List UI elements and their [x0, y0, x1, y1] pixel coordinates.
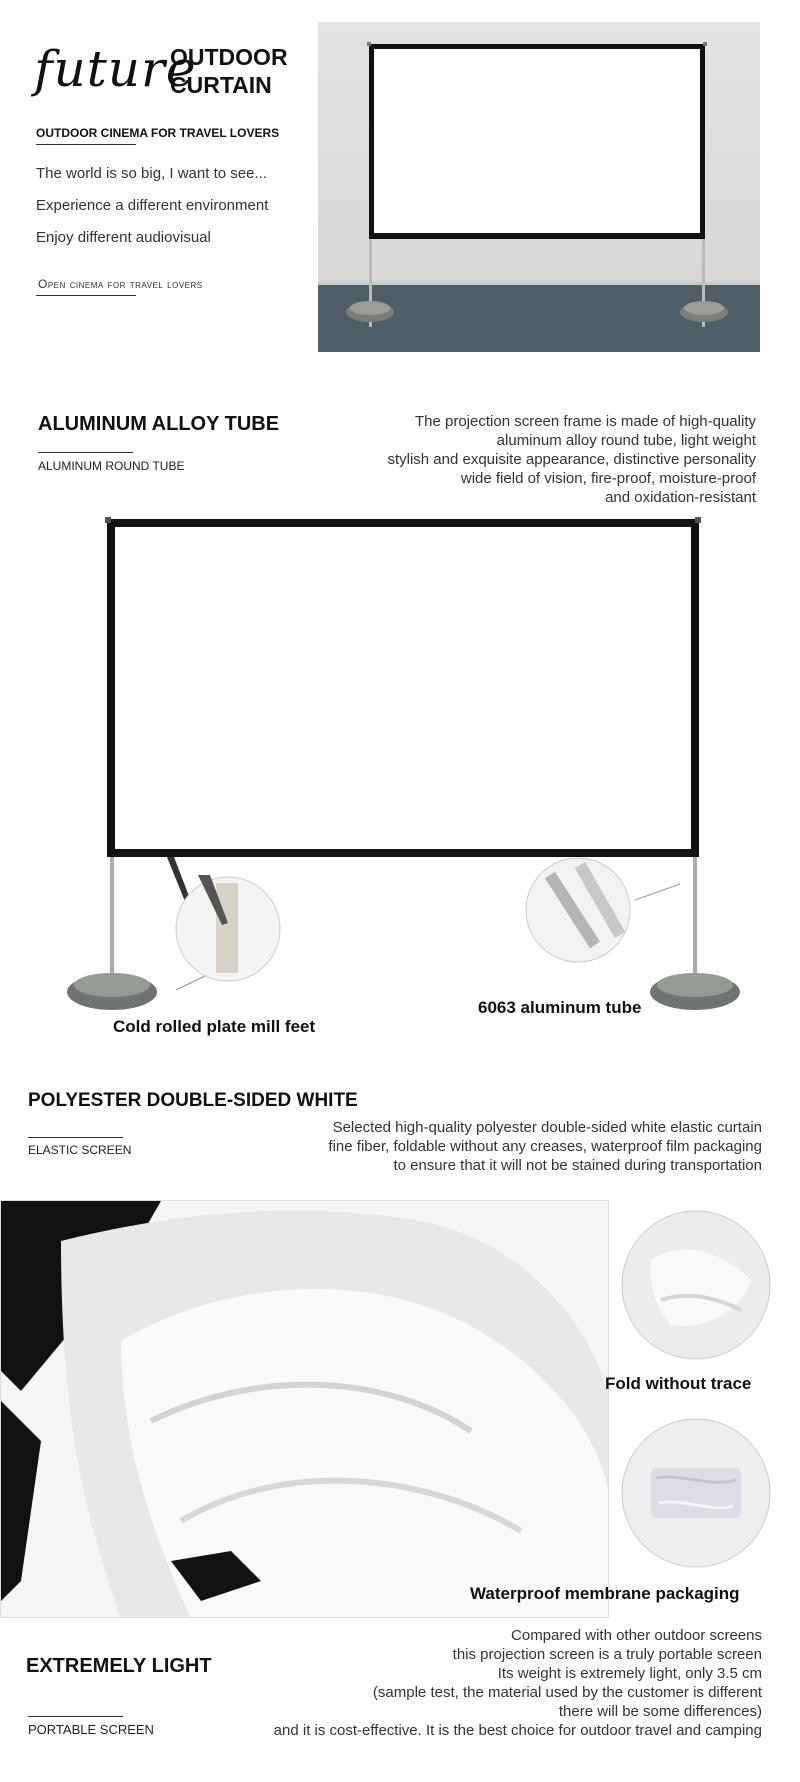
caption-fold: Fold without trace [605, 1374, 752, 1393]
polyester-desc-line: fine fiber, foldable without any creases, waterproof film packaging [328, 1138, 762, 1155]
hero-subtitle-rule [36, 144, 136, 145]
polyester-heading: POLYESTER DOUBLE-SIDED WHITE [28, 1090, 358, 1111]
hero-tagline-rule [36, 295, 136, 296]
caption-feet: Cold rolled plate mill feet [113, 1017, 316, 1036]
light-description [102, 1626, 762, 1740]
light-desc-line: (sample test, the material used by the customer is different [372, 1684, 762, 1701]
aluminum-desc-line: wide field of vision, fire-proof, moisture-proof [460, 470, 756, 487]
aluminum-heading: ALUMINUM ALLOY TUBE [38, 413, 280, 435]
aluminum-rule [38, 452, 133, 453]
hero-line-1: The world is so big, I want to see... [36, 165, 267, 182]
hero-line-3: Enjoy different audiovisual [36, 229, 211, 246]
light-desc-line: and it is cost-effective. It is the best choice for outdoor travel and camping [273, 1722, 762, 1739]
brand-script-word: future [34, 40, 197, 98]
light-desc-line: Its weight is extremely light, only 3.5 cm [497, 1665, 762, 1682]
aluminum-product-image [50, 515, 750, 1015]
aluminum-desc-line: stylish and exquisite appearance, distinctive personality [387, 451, 756, 468]
fabric-image [0, 1200, 609, 1618]
light-desc-line: Compared with other outdoor screens [511, 1627, 762, 1644]
hero-title-line1: OUTDOOR [170, 44, 288, 70]
hero-product-image [318, 22, 760, 352]
caption-packaging: Waterproof membrane packaging [470, 1584, 740, 1603]
hero-tagline: Open cinema for travel lovers [38, 277, 203, 291]
aluminum-desc-line: and oxidation-resistant [605, 489, 756, 506]
aluminum-desc-line: aluminum alloy round tube, light weight [496, 432, 756, 449]
hero-line-2: Experience a different environment [36, 197, 269, 214]
polyester-desc-line: Selected high-quality polyester double-sided white elastic curtain [332, 1119, 762, 1136]
polyester-subheading: ELASTIC SCREEN [28, 1143, 132, 1157]
aluminum-desc-line: The projection screen frame is made of high-quality [414, 413, 756, 430]
caption-tube: 6063 aluminum tube [478, 998, 642, 1017]
polyester-desc-line: to ensure that it will not be stained during transportation [393, 1157, 762, 1174]
aluminum-description [276, 412, 756, 507]
light-subheading: PORTABLE SCREEN [28, 1722, 154, 1737]
packaging-detail-image [621, 1418, 771, 1568]
light-desc-line: this projection screen is a truly portable screen [452, 1646, 762, 1663]
hero-title-line2: CURTAIN [170, 72, 272, 98]
polyester-description [202, 1118, 762, 1175]
light-heading: EXTREMELY LIGHT [26, 1655, 212, 1677]
fold-detail-image [621, 1210, 771, 1360]
aluminum-subheading: ALUMINUM ROUND TUBE [38, 459, 185, 473]
hero-subtitle: OUTDOOR CINEMA FOR TRAVEL LOVERS [36, 126, 280, 140]
polyester-rule [28, 1137, 123, 1138]
light-desc-line: there will be some differences) [558, 1703, 762, 1720]
